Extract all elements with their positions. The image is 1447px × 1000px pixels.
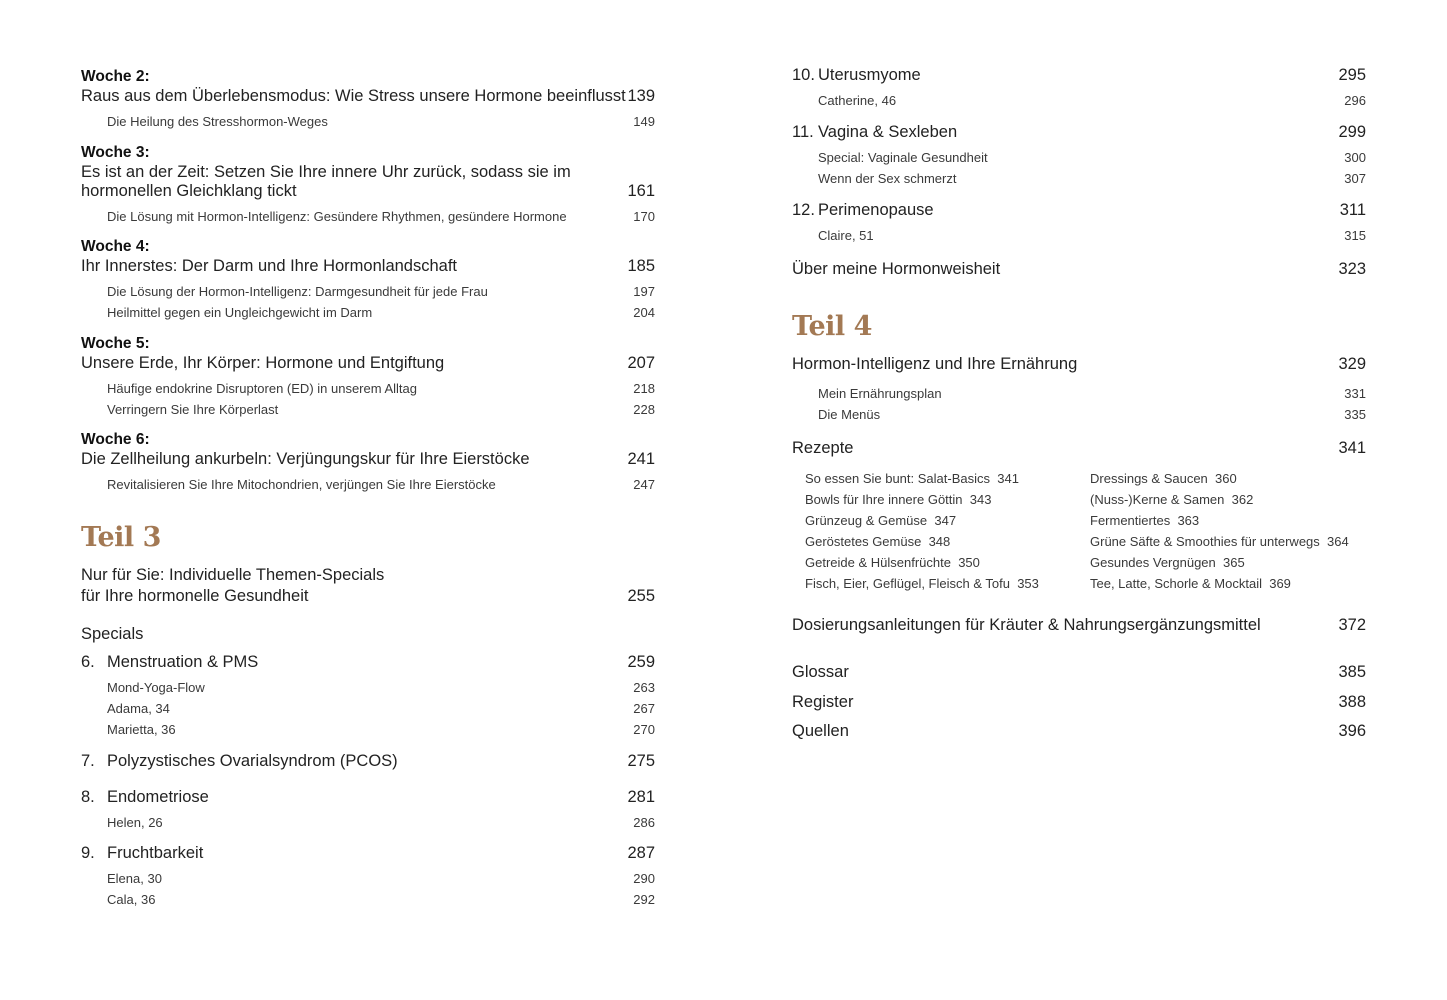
toc-entry-title[interactable]: Dosierungsanleitungen für Kräuter & Nahrungsergänzungsmittel bbox=[792, 616, 1261, 634]
toc-subentry[interactable]: Die Heilung des Stresshormon-Weges bbox=[107, 114, 328, 129]
page-number: 267 bbox=[633, 701, 655, 716]
page-number: 360 bbox=[1215, 471, 1237, 486]
recipe-item[interactable] bbox=[805, 556, 980, 569]
part-heading: Teil 3 bbox=[81, 522, 161, 553]
chapter-title[interactable]: Polyzystisches Ovarialsyndrom (PCOS) bbox=[107, 752, 398, 770]
toc-subentry[interactable]: Marietta, 36 bbox=[107, 722, 176, 737]
part-title-cont[interactable]: für Ihre hormonelle Gesundheit bbox=[81, 587, 309, 605]
toc-subentry[interactable]: Häufige endokrine Disruptoren (ED) in unserem Alltag bbox=[107, 381, 417, 396]
week-label: Woche 2: bbox=[81, 68, 150, 85]
page-number: 341 bbox=[1338, 439, 1366, 457]
page-number: 275 bbox=[627, 752, 655, 770]
page-number: 263 bbox=[633, 680, 655, 695]
toc-subentry[interactable]: Cala, 36 bbox=[107, 892, 156, 907]
recipe-item[interactable] bbox=[1090, 577, 1291, 590]
recipe-item[interactable] bbox=[805, 577, 1039, 590]
recipe-item[interactable] bbox=[805, 535, 950, 548]
toc-entry-title[interactable]: Die Zellheilung ankurbeln: Verjüngungskur für Ihre Eierstöcke bbox=[81, 450, 530, 468]
recipe-item[interactable] bbox=[1090, 514, 1199, 527]
toc-subentry[interactable]: Die Lösung der Hormon-Intelligenz: Darmgesundheit für jede Frau bbox=[107, 284, 488, 299]
toc-entry-title[interactable]: Quellen bbox=[792, 722, 849, 740]
page-number: 259 bbox=[627, 653, 655, 671]
recipe-label: (Nuss-)Kerne & Samen bbox=[1090, 492, 1225, 507]
toc-entry-title[interactable]: Ihr Innerstes: Der Darm und Ihre Hormonlandschaft bbox=[81, 257, 457, 275]
toc-entry-title[interactable]: Unsere Erde, Ihr Körper: Hormone und Entgiftung bbox=[81, 354, 445, 372]
page-number: 350 bbox=[958, 555, 980, 570]
page-number: 185 bbox=[627, 257, 655, 275]
toc-subentry[interactable]: Wenn der Sex schmerzt bbox=[818, 171, 957, 186]
part-heading: Teil 4 bbox=[792, 311, 872, 342]
recipe-label: So essen Sie bunt: Salat-Basics bbox=[805, 471, 990, 486]
toc-subentry[interactable]: Elena, 30 bbox=[107, 871, 162, 886]
recipe-item[interactable] bbox=[1090, 472, 1237, 485]
week-label: Woche 6: bbox=[81, 431, 150, 448]
recipe-item[interactable] bbox=[1090, 493, 1253, 506]
toc-entry-title[interactable]: Es ist an der Zeit: Setzen Sie Ihre innere Uhr zurück, sodass sie im bbox=[81, 163, 571, 181]
page-number: 281 bbox=[627, 788, 655, 806]
page-number: 241 bbox=[627, 450, 655, 468]
recipe-label: Grüne Säfte & Smoothies für unterwegs bbox=[1090, 534, 1320, 549]
chapter-number: 7. bbox=[81, 752, 95, 770]
page-number: 347 bbox=[934, 513, 957, 528]
chapter-number: 8. bbox=[81, 788, 95, 806]
page-number: 385 bbox=[1338, 663, 1366, 681]
page-number: 255 bbox=[627, 587, 655, 605]
page-number: 396 bbox=[1338, 722, 1366, 740]
recipe-label: Fisch, Eier, Geflügel, Fleisch & Tofu bbox=[805, 576, 1010, 591]
toc-subentry[interactable]: Die Menüs bbox=[818, 407, 881, 422]
page-number: 331 bbox=[1344, 386, 1366, 401]
page-number: 329 bbox=[1338, 355, 1366, 373]
page-number: 207 bbox=[627, 354, 655, 372]
week-label: Woche 5: bbox=[81, 335, 150, 352]
toc-subentry[interactable]: Mond-Yoga-Flow bbox=[107, 680, 205, 695]
section-label: Specials bbox=[81, 625, 144, 643]
page-number: 228 bbox=[633, 402, 655, 417]
recipe-label: Gesundes Vergnügen bbox=[1090, 555, 1216, 570]
chapter-number: 11. bbox=[792, 123, 814, 141]
page-number: 286 bbox=[633, 815, 655, 830]
part-title[interactable]: Hormon-Intelligenz und Ihre Ernährung bbox=[792, 355, 1078, 373]
page-number: 197 bbox=[633, 284, 655, 299]
page-number: 353 bbox=[1017, 576, 1039, 591]
toc-subentry[interactable]: Adama, 34 bbox=[107, 701, 170, 716]
page-number: 170 bbox=[633, 209, 655, 224]
toc-subentry[interactable]: Verringern Sie Ihre Körperlast bbox=[107, 402, 279, 417]
chapter-title[interactable]: Perimenopause bbox=[818, 201, 934, 219]
toc-subentry[interactable]: Helen, 26 bbox=[107, 815, 163, 830]
chapter-title[interactable]: Endometriose bbox=[107, 788, 209, 806]
toc-subentry[interactable]: Mein Ernährungsplan bbox=[818, 386, 942, 401]
chapter-number: 6. bbox=[81, 653, 95, 671]
recipe-label: Tee, Latte, Schorle & Mocktail bbox=[1090, 576, 1262, 591]
toc-entry-title[interactable]: Glossar bbox=[792, 663, 849, 681]
page-number: 348 bbox=[928, 534, 951, 549]
chapter-number: 12. bbox=[792, 201, 815, 219]
page-number: 300 bbox=[1344, 150, 1366, 165]
chapter-title[interactable]: Uterusmyome bbox=[818, 66, 921, 84]
page-number: 315 bbox=[1344, 228, 1366, 243]
toc-entry-title[interactable]: Über meine Hormonweisheit bbox=[792, 260, 1001, 278]
recipe-label: Dressings & Saucen bbox=[1090, 471, 1208, 486]
recipe-label: Getreide & Hülsenfrüchte bbox=[805, 555, 951, 570]
recipe-label: Fermentiertes bbox=[1090, 513, 1171, 528]
toc-subentry[interactable]: Catherine, 46 bbox=[818, 93, 897, 108]
page-number: 369 bbox=[1269, 576, 1291, 591]
recipe-item[interactable] bbox=[1090, 556, 1245, 569]
toc-entry-title[interactable]: Raus aus dem Überlebensmodus: Wie Stress unsere Hormone beeinflusst bbox=[81, 87, 626, 105]
page-number: 204 bbox=[633, 305, 655, 320]
chapter-number: 9. bbox=[81, 844, 95, 862]
week-label: Woche 3: bbox=[81, 144, 150, 161]
toc-entry-title[interactable]: Register bbox=[792, 693, 854, 711]
recipe-label: Geröstetes Gemüse bbox=[805, 534, 922, 549]
toc-entry-title[interactable]: Rezepte bbox=[792, 439, 854, 457]
page-number: 290 bbox=[633, 871, 655, 886]
page-number: 161 bbox=[627, 182, 655, 200]
week-label: Woche 4: bbox=[81, 238, 150, 255]
toc-subentry[interactable]: Heilmittel gegen ein Ungleichgewicht im Darm bbox=[107, 305, 373, 320]
page-number: 362 bbox=[1231, 492, 1254, 507]
page-number: 388 bbox=[1338, 693, 1366, 711]
page-number: 364 bbox=[1327, 534, 1349, 549]
chapter-title[interactable]: Vagina & Sexleben bbox=[818, 123, 958, 141]
toc-subentry[interactable]: Claire, 51 bbox=[818, 228, 874, 243]
recipe-item[interactable] bbox=[805, 493, 991, 506]
chapter-title[interactable]: Fruchtbarkeit bbox=[107, 844, 204, 862]
page-number: 311 bbox=[1339, 201, 1366, 219]
page-number: 299 bbox=[1338, 123, 1366, 141]
recipe-item[interactable] bbox=[805, 472, 1019, 485]
toc-subentry[interactable]: Revitalisieren Sie Ihre Mitochondrien, verjüngen Sie Ihre Eierstöcke bbox=[107, 477, 496, 492]
page-number: 341 bbox=[997, 471, 1019, 486]
page-number: 218 bbox=[633, 381, 655, 396]
page-number: 372 bbox=[1338, 616, 1366, 634]
chapter-title[interactable]: Menstruation & PMS bbox=[107, 653, 259, 671]
page-number: 365 bbox=[1223, 555, 1245, 570]
chapter-number: 10. bbox=[792, 66, 815, 84]
recipe-label: Bowls für Ihre innere Göttin bbox=[805, 492, 963, 507]
page-number: 343 bbox=[969, 492, 992, 507]
page-number: 139 bbox=[627, 87, 655, 105]
page-number: 295 bbox=[1338, 66, 1366, 84]
toc-subentry[interactable]: Special: Vaginale Gesundheit bbox=[818, 150, 988, 165]
part-title[interactable]: Nur für Sie: Individuelle Themen-Specials bbox=[81, 566, 385, 584]
recipe-item[interactable] bbox=[805, 514, 956, 527]
page-number: 296 bbox=[1344, 93, 1366, 108]
page-number: 335 bbox=[1344, 407, 1366, 422]
page-number: 270 bbox=[633, 722, 655, 737]
page-number: 363 bbox=[1177, 513, 1200, 528]
recipe-item[interactable] bbox=[1090, 535, 1349, 548]
page-number: 307 bbox=[1344, 171, 1366, 186]
page-number: 149 bbox=[633, 114, 655, 129]
toc-subentry[interactable]: Die Lösung mit Hormon-Intelligenz: Gesündere Rhythmen, gesündere Hormone bbox=[107, 209, 567, 224]
page-number: 323 bbox=[1338, 260, 1366, 278]
recipe-label: Grünzeug & Gemüse bbox=[805, 513, 928, 528]
page-number: 287 bbox=[627, 844, 655, 862]
toc-entry-title-cont[interactable]: hormonellen Gleichklang tickt bbox=[81, 182, 297, 200]
page-number: 292 bbox=[633, 892, 655, 907]
page-number: 247 bbox=[633, 477, 655, 492]
